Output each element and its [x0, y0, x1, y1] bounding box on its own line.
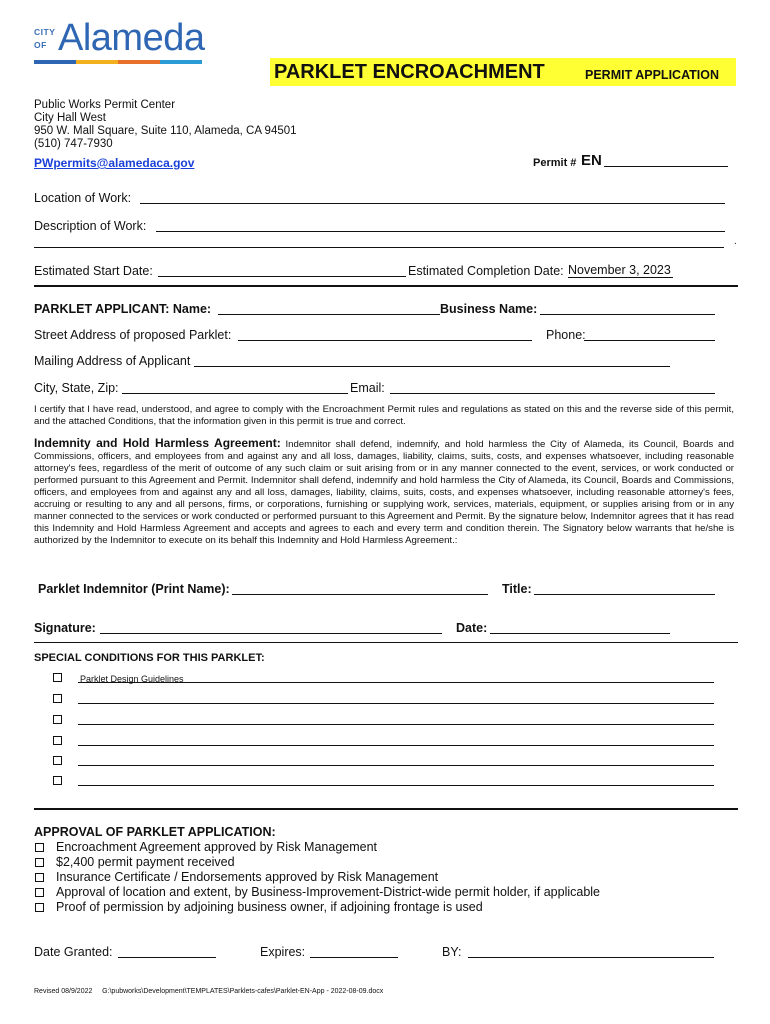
- special-checkbox-6[interactable]: [53, 776, 62, 785]
- by-field[interactable]: [468, 944, 714, 958]
- phone-field[interactable]: [584, 327, 715, 341]
- street-address-field[interactable]: [238, 327, 532, 341]
- description-field[interactable]: [156, 218, 725, 232]
- special-line-5[interactable]: [78, 765, 714, 766]
- applicant-name-label: PARKLET APPLICANT: Name:: [34, 302, 212, 316]
- section-divider-1: [34, 285, 738, 287]
- mailing-address-field[interactable]: [194, 353, 670, 367]
- street-address-label: Street Address of proposed Parklet:: [34, 328, 232, 342]
- signature-date-field[interactable]: [490, 620, 670, 634]
- indemnitor-name-label: Parklet Indemnitor (Print Name):: [38, 582, 230, 596]
- indemnitor-title-field[interactable]: [534, 581, 715, 595]
- start-date-field[interactable]: [158, 263, 406, 277]
- location-field[interactable]: [140, 190, 725, 204]
- address-line-3: 950 W. Mall Square, Suite 110, Alameda, CA 94501: [34, 125, 297, 137]
- expires-label: Expires:: [260, 945, 306, 959]
- certify-statement: I certify that I have read, understood, and agree to comply with the Encroachment Permit rules and regulations as stated on this and the reverse side of this permit, and the attached Conditions, that the information given in this permit is true and correct.: [34, 404, 734, 427]
- special-checkbox-2[interactable]: [53, 694, 62, 703]
- start-date-label: Estimated Start Date:: [34, 264, 153, 278]
- logo-name: Alameda: [58, 17, 205, 59]
- description-label: Description of Work:: [34, 219, 147, 233]
- indemnity-agreement: [34, 437, 734, 547]
- description-field-line-2[interactable]: [34, 234, 724, 248]
- business-name-field[interactable]: [540, 301, 715, 315]
- indemnitor-name-field[interactable]: [232, 581, 488, 595]
- approval-item-1: Encroachment Agreement approved by Risk Management: [56, 840, 378, 854]
- special-checkbox-5[interactable]: [53, 756, 62, 765]
- approval-checkbox-2[interactable]: [35, 858, 44, 867]
- special-conditions-heading: SPECIAL CONDITIONS FOR THIS PARKLET:: [34, 652, 265, 664]
- by-label: BY:: [442, 945, 462, 959]
- logo-city-top: CITY: [34, 27, 56, 37]
- special-item-1: Parklet Design Guidelines: [80, 674, 184, 684]
- applicant-name-field[interactable]: [218, 301, 440, 315]
- email-field[interactable]: [390, 380, 715, 394]
- email-link[interactable]: PWpermits@alamedaca.gov: [34, 156, 195, 170]
- logo-bar-orange: [118, 60, 160, 64]
- permit-number-field[interactable]: [604, 153, 728, 167]
- approval-item-4: Approval of location and extent, by Business-Improvement-District-wide permit holder, if applicable: [56, 885, 601, 899]
- page-subtitle: PERMIT APPLICATION: [585, 68, 720, 82]
- special-line-2[interactable]: [78, 703, 714, 704]
- special-line-3[interactable]: [78, 724, 714, 725]
- permit-label: Permit #: [533, 157, 577, 169]
- permit-prefix: EN: [581, 152, 602, 169]
- approval-checkbox-1[interactable]: [35, 843, 44, 852]
- approval-item-2: $2,400 permit payment received: [56, 855, 235, 869]
- signature-date-label: Date:: [456, 621, 488, 635]
- special-line-6[interactable]: [78, 785, 714, 786]
- special-checkbox-1[interactable]: [53, 673, 62, 682]
- approval-checkbox-3[interactable]: [35, 873, 44, 882]
- approval-checkbox-4[interactable]: [35, 888, 44, 897]
- logo-bar-blue: [34, 60, 76, 64]
- city-state-zip-field[interactable]: [122, 380, 348, 394]
- special-checkbox-3[interactable]: [53, 715, 62, 724]
- indemnitor-title-label: Title:: [502, 582, 532, 596]
- location-label: Location of Work:: [34, 191, 132, 205]
- period-mark: .: [734, 236, 737, 247]
- special-line-4[interactable]: [78, 745, 714, 746]
- logo-city-bottom: OF: [34, 40, 47, 50]
- indemnity-body: Indemnitor shall defend, indemnify, and hold harmless the City of Alameda, its Council, Boards and Commissions, officers, and employees from and against any and all loss, damages, liability, claims, suits, costs, and expenses whatsoever, including reasonable attorney's fees, regardless of the merit of outcome of any such claim or suit arising from or in any manner connected to the event, services, or work conducted or performed pursuant to this Agreement and Permit. Indemnitor shall defend, indemnify and hold harmless the City of Alameda, its Council, Boards and Commissions, officers, and employees from and against any and all loss, damages, liability, claims, suits, costs, and expenses whatsoever, including reasonable attorney's fees, accruing or resulting to any and all persons, firms, or corporations, furnishing or supplying work, services, materials, equipment, or supplies arising from or in any manner connected to the services or work conducted or performed pursuant to this Agreement and Permit. By the signature below, Indemnitor agrees that it has read this Indemnity and Hold Harmless Agreement and accepts and agrees to each and every term and condition therein. The Signatory below warrants that he/she is authorized by the Indemnitor to execute on its behalf this Indemnity and Hold Harmless Agreement.:: [34, 439, 734, 546]
- logo-bar-yellow: [76, 60, 118, 64]
- indemnity-heading: Indemnity and Hold Harmless Agreement:: [34, 436, 281, 450]
- section-divider-2: [34, 642, 738, 643]
- completion-date-label: Estimated Completion Date:: [408, 264, 564, 278]
- address-line-1: Public Works Permit Center: [34, 99, 176, 111]
- business-name-label: Business Name:: [440, 302, 538, 316]
- page-title: PARKLET ENCROACHMENT: [274, 61, 545, 83]
- address-line-4: (510) 747-7930: [34, 138, 113, 150]
- address-line-2: City Hall West: [34, 112, 106, 124]
- email-label: Email:: [350, 381, 385, 395]
- mailing-address-label: Mailing Address of Applicant: [34, 354, 191, 368]
- logo-bar-lightblue: [160, 60, 202, 64]
- city-state-zip-label: City, State, Zip:: [34, 381, 119, 395]
- approval-checkbox-5[interactable]: [35, 903, 44, 912]
- approval-item-5: Proof of permission by adjoining business owner, if adjoining frontage is used: [56, 900, 483, 914]
- signature-label: Signature:: [34, 621, 96, 635]
- date-granted-field[interactable]: [118, 944, 216, 958]
- date-granted-label: Date Granted:: [34, 945, 113, 959]
- approval-heading: APPROVAL OF PARKLET APPLICATION:: [34, 825, 276, 839]
- signature-field[interactable]: [100, 620, 442, 634]
- approval-item-3: Insurance Certificate / Endorsements approved by Risk Management: [56, 870, 439, 884]
- expires-field[interactable]: [310, 944, 398, 958]
- logo-city-text: [34, 28, 55, 50]
- completion-date-field[interactable]: November 3, 2023: [568, 263, 671, 277]
- phone-label: Phone:: [546, 328, 586, 342]
- revision-footer: Revised 08/9/2022 G:\pubworks\Development\TEMPLATES\Parklets-cafes\Parklet-EN-App - 2022-08-09.docx: [34, 988, 384, 995]
- special-checkbox-4[interactable]: [53, 736, 62, 745]
- section-divider-3: [34, 808, 738, 810]
